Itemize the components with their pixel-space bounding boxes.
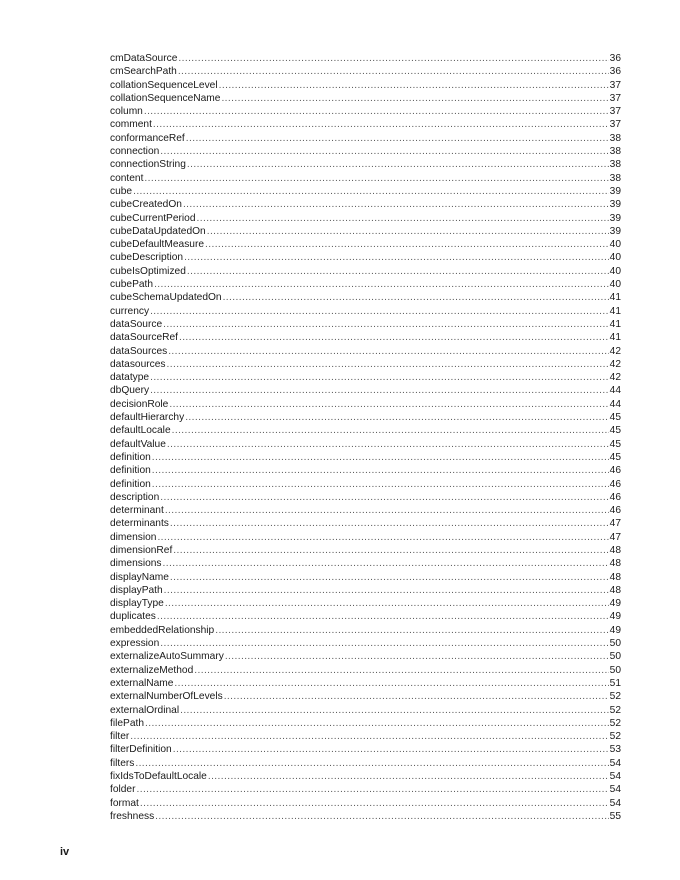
toc-entry-term: conformanceRef [110,132,185,144]
toc-entry-page: 37 [609,106,621,118]
toc-entry[interactable] [110,291,621,304]
toc-entry-page: 49 [609,598,621,610]
toc-entry[interactable] [110,571,621,584]
toc-entry[interactable] [110,637,621,650]
toc-entry-term: cubeIsOptimized [110,265,186,277]
toc-dot-leader [197,212,609,225]
toc-dot-leader [150,305,609,318]
toc-entry-page: 41 [609,305,621,317]
toc-dot-leader [170,517,609,530]
toc-entry-page: 45 [609,425,621,437]
toc-entry[interactable] [110,464,621,477]
toc-dot-leader [153,118,609,131]
toc-dot-leader [152,451,609,464]
toc-entry[interactable] [110,491,621,504]
toc-entry[interactable] [110,79,621,92]
toc-dot-leader [150,371,609,384]
toc-dot-leader [145,717,609,730]
toc-entry-page: 47 [609,518,621,530]
toc-entry-term: cubeCurrentPeriod [110,212,196,224]
table-of-contents [110,52,621,823]
toc-entry[interactable] [110,584,621,597]
toc-entry-term: cubeDefaultMeasure [110,239,205,251]
toc-entry-term: defaultValue [110,438,166,450]
toc-entry-term: format [110,797,139,809]
toc-entry-term: dataSources [110,345,168,357]
toc-dot-leader [133,185,609,198]
toc-entry-page: 38 [609,172,621,184]
toc-entry-page: 48 [609,584,621,596]
toc-dot-leader [185,411,608,424]
toc-entry-term: datasources [110,358,166,370]
toc-entry-term: displayPath [110,584,163,596]
toc-dot-leader [165,504,609,517]
toc-entry[interactable] [110,704,621,717]
toc-entry-page: 55 [609,810,621,822]
toc-entry-page: 46 [609,465,621,477]
toc-entry[interactable] [110,225,621,238]
toc-entry[interactable] [110,717,621,730]
toc-entry-term: externalName [110,677,174,689]
page-number: iv [60,846,70,858]
toc-entry[interactable] [110,504,621,517]
toc-dot-leader [144,105,609,118]
toc-entry-term: dbQuery [110,385,150,397]
toc-dot-leader [160,491,608,504]
toc-entry[interactable] [110,690,621,703]
toc-entry[interactable] [110,438,621,451]
toc-dot-leader [135,757,608,770]
toc-dot-leader [160,637,608,650]
toc-dot-leader [167,438,609,451]
toc-entry-term: cmDataSource [110,53,178,64]
toc-entry-term: externalNumberOfLevels [110,691,223,703]
toc-entry-term: embeddedRelationship [110,624,215,636]
toc-entry-term: fixIdsToDefaultLocale [110,771,207,783]
toc-entry-page: 41 [609,332,621,344]
toc-entry-page: 39 [609,212,621,224]
toc-dot-leader [186,132,609,145]
toc-dot-leader [219,79,609,92]
toc-entry-page: 46 [609,491,621,503]
toc-entry[interactable] [110,105,621,118]
toc-entry-page: 52 [609,717,621,729]
toc-entry-page: 38 [609,159,621,171]
toc-dot-leader [154,278,609,291]
toc-entry-term: connection [110,146,160,158]
toc-entry[interactable] [110,531,621,544]
toc-entry[interactable] [110,158,621,171]
toc-entry-page: 44 [609,398,621,410]
toc-entry-term: expression [110,638,160,650]
toc-entry-page: 36 [609,53,621,64]
toc-entry-term: definition [110,465,151,477]
toc-dot-leader [170,571,609,584]
toc-entry-page: 48 [609,544,621,556]
toc-entry-term: column [110,106,143,118]
toc-dot-leader [178,52,608,65]
toc-dot-leader [150,384,609,397]
toc-entry[interactable] [110,132,621,145]
toc-entry[interactable] [110,610,621,623]
toc-entry-page: 44 [609,385,621,397]
toc-entry-term: dimensionRef [110,544,173,556]
toc-entry-term: folder [110,784,136,796]
toc-entry[interactable] [110,664,621,677]
toc-entry-term: cubeSchemaUpdatedOn [110,292,222,304]
toc-entry[interactable] [110,743,621,756]
toc-dot-leader [163,557,609,570]
toc-entry-page: 39 [609,185,621,197]
toc-dot-leader [184,251,609,264]
toc-entry[interactable] [110,371,621,384]
toc-entry-term: decisionRole [110,398,169,410]
toc-entry-page: 54 [609,784,621,796]
toc-entry-page: 45 [609,438,621,450]
toc-entry-page: 50 [609,664,621,676]
toc-entry[interactable] [110,810,621,823]
toc-entry-page: 46 [609,505,621,517]
toc-entry[interactable] [110,424,621,437]
toc-dot-leader [164,584,609,597]
toc-entry[interactable] [110,198,621,211]
toc-entry-page: 37 [609,92,621,104]
toc-dot-leader [130,730,608,743]
toc-entry-term: defaultHierarchy [110,412,185,424]
toc-entry[interactable] [110,624,621,637]
toc-entry-term: cubeDataUpdatedOn [110,225,206,237]
toc-entry-term: cmSearchPath [110,66,177,78]
toc-entry[interactable] [110,145,621,158]
toc-entry[interactable] [110,478,621,491]
toc-entry-page: 48 [609,571,621,583]
toc-dot-leader [180,704,609,717]
toc-entry[interactable] [110,118,621,131]
toc-dot-leader [183,198,609,211]
toc-dot-leader [152,464,609,477]
toc-entry-term: determinants [110,518,169,530]
toc-entry[interactable] [110,172,621,185]
toc-entry-page: 49 [609,611,621,623]
toc-entry-term: definition [110,451,151,463]
toc-entry-term: filePath [110,717,144,729]
toc-entry[interactable] [110,517,621,530]
toc-entry-term: dimensions [110,558,162,570]
toc-entry-page: 39 [609,225,621,237]
toc-entry[interactable] [110,597,621,610]
toc-entry-page: 38 [609,132,621,144]
toc-entry[interactable] [110,345,621,358]
toc-entry-term: description [110,491,160,503]
toc-entry-page: 52 [609,691,621,703]
toc-dot-leader [174,677,608,690]
toc-entry-page: 54 [609,797,621,809]
toc-entry[interactable] [110,185,621,198]
toc-entry[interactable] [110,238,621,251]
toc-dot-leader [172,424,609,437]
toc-entry-term: determinant [110,505,164,517]
toc-dot-leader [169,398,608,411]
toc-entry-page: 53 [609,744,621,756]
toc-entry-page: 40 [609,252,621,264]
toc-entry-term: filterDefinition [110,744,172,756]
toc-dot-leader [165,597,609,610]
toc-dot-leader [207,225,609,238]
toc-entry-term: connectionString [110,159,186,171]
toc-dot-leader [163,318,609,331]
toc-entry-term: cubePath [110,279,154,291]
toc-entry-term: cube [110,185,133,197]
toc-entry[interactable] [110,557,621,570]
toc-entry-term: currency [110,305,150,317]
toc-entry[interactable] [110,318,621,331]
toc-entry-page: 51 [609,677,621,689]
toc-entry[interactable] [110,544,621,557]
toc-dot-leader [187,265,609,278]
toc-dot-leader [140,797,609,810]
toc-dot-leader [152,478,609,491]
toc-dot-leader [157,531,608,544]
toc-entry[interactable] [110,52,621,65]
toc-entry[interactable] [110,398,621,411]
toc-entry-page: 52 [609,704,621,716]
toc-dot-leader [224,690,609,703]
toc-dot-leader [136,783,608,796]
toc-entry-page: 42 [609,345,621,357]
toc-entry[interactable] [110,650,621,663]
toc-entry-page: 40 [609,265,621,277]
toc-dot-leader [168,345,608,358]
toc-entry-term: collationSequenceName [110,92,221,104]
toc-entry-term: cubeCreatedOn [110,199,182,211]
toc-entry-page: 47 [609,531,621,543]
toc-entry-page: 39 [609,199,621,211]
toc-dot-leader [205,238,609,251]
toc-entry-page: 54 [609,757,621,769]
toc-entry-page: 52 [609,731,621,743]
toc-entry-page: 46 [609,478,621,490]
toc-entry-page: 38 [609,146,621,158]
toc-entry[interactable] [110,92,621,105]
toc-entry-page: 50 [609,638,621,650]
toc-entry[interactable] [110,212,621,225]
toc-entry-term: definition [110,478,151,490]
toc-dot-leader [155,810,608,823]
toc-dot-leader [173,743,609,756]
toc-dot-leader [223,291,609,304]
toc-entry-term: collationSequenceLevel [110,79,218,91]
toc-entry-term: comment [110,119,152,131]
toc-entry[interactable] [110,384,621,397]
toc-entry-term: displayType [110,598,164,610]
toc-entry[interactable] [110,331,621,344]
toc-entry[interactable] [110,251,621,264]
toc-dot-leader [173,544,608,557]
toc-dot-leader [179,331,609,344]
toc-entry-term: defaultLocale [110,425,171,437]
toc-entry-page: 41 [609,292,621,304]
toc-entry-page: 49 [609,624,621,636]
toc-entry[interactable] [110,265,621,278]
toc-dot-leader [215,624,608,637]
toc-entry-term: externalizeAutoSummary [110,651,224,663]
toc-entry-term: filters [110,757,135,769]
toc-entry[interactable] [110,783,621,796]
toc-entry[interactable] [110,65,621,78]
toc-entry-page: 42 [609,358,621,370]
toc-entry-page: 50 [609,651,621,663]
toc-dot-leader [157,610,609,623]
toc-entry[interactable] [110,358,621,371]
toc-entry-page: 40 [609,239,621,251]
toc-entry-term: freshness [110,810,155,822]
toc-dot-leader [225,650,609,663]
toc-entry-term: dataSourceRef [110,332,178,344]
toc-entry-term: externalizeMethod [110,664,194,676]
toc-dot-leader [178,65,609,78]
toc-entry-term: cubeDescription [110,252,184,264]
toc-entry-page: 42 [609,372,621,384]
toc-entry-page: 37 [609,79,621,91]
toc-dot-leader [194,664,608,677]
toc-dot-leader [167,358,609,371]
toc-entry[interactable] [110,278,621,291]
toc-entry-term: filter [110,731,130,743]
toc-entry-page: 37 [609,119,621,131]
toc-dot-leader [187,158,609,171]
toc-dot-leader [144,172,608,185]
toc-entry[interactable] [110,730,621,743]
toc-entry[interactable] [110,770,621,783]
toc-entry-page: 36 [609,66,621,78]
toc-entry-term: dataSource [110,318,163,330]
toc-entry-term: duplicates [110,611,156,623]
toc-entry-term: externalOrdinal [110,704,180,716]
toc-entry[interactable] [110,451,621,464]
toc-entry[interactable] [110,677,621,690]
toc-entry[interactable] [110,757,621,770]
toc-entry-page: 45 [609,451,621,463]
toc-dot-leader [160,145,608,158]
toc-entry-page: 54 [609,771,621,783]
toc-entry[interactable] [110,305,621,318]
toc-entry[interactable] [110,411,621,424]
toc-dot-leader [221,92,608,105]
toc-entry-term: dimension [110,531,157,543]
toc-entry-page: 41 [609,318,621,330]
toc-entry-term: datatype [110,372,150,384]
toc-entry-term: content [110,172,144,184]
toc-entry-page: 40 [609,279,621,291]
toc-entry-page: 45 [609,412,621,424]
toc-dot-leader [208,770,609,783]
toc-entry-page: 48 [609,558,621,570]
toc-entry-term: displayName [110,571,169,583]
toc-entry[interactable] [110,797,621,810]
